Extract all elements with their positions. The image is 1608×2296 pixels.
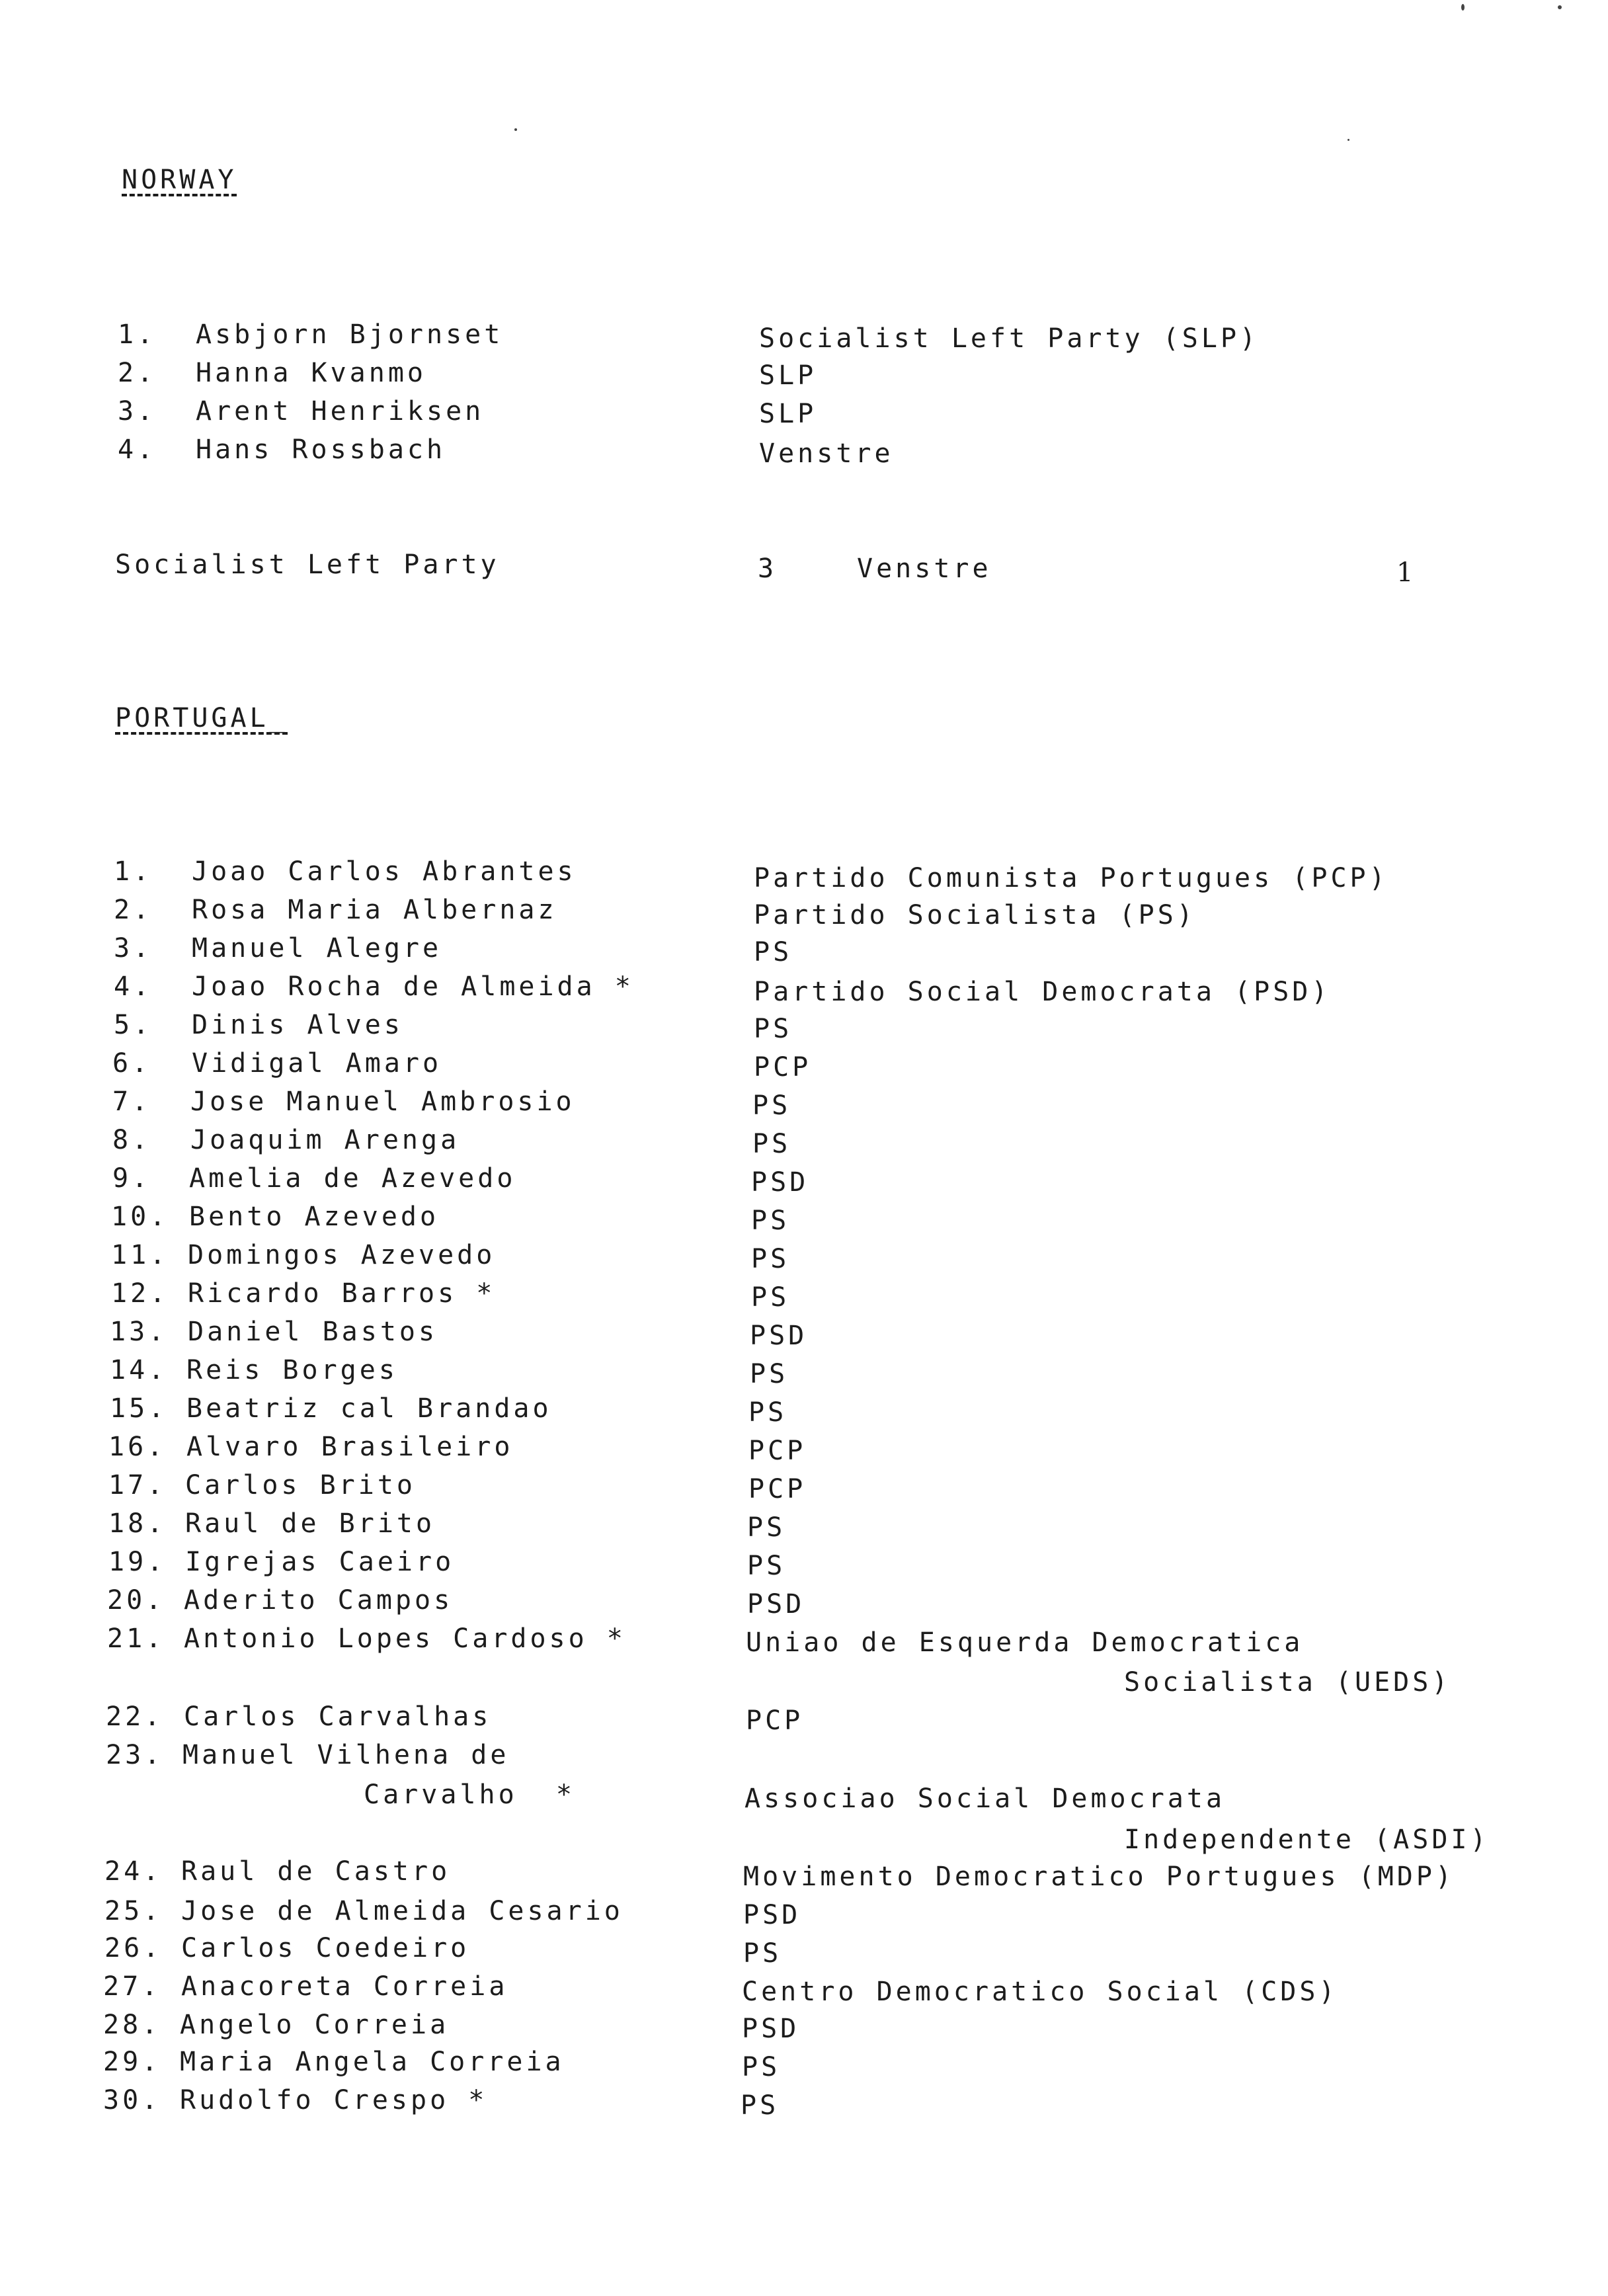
member-name: Joao Rocha de Almeida *: [192, 971, 634, 1002]
member-number: 17.: [108, 1470, 167, 1500]
member-party: PS: [748, 1397, 787, 1428]
member-party: PSD: [747, 1589, 805, 1620]
member-party: PS: [754, 937, 793, 967]
member-number: 4.: [114, 971, 153, 1002]
member-party: PS: [752, 1129, 791, 1159]
member-number: 8.: [112, 1125, 151, 1155]
member-number: 15.: [110, 1393, 168, 1424]
member-name: Rudolfo Crespo *: [180, 2085, 488, 2115]
member-number: 29.: [103, 2047, 161, 2077]
member-name: Maria Angela Correia: [180, 2047, 565, 2077]
member-number: 6.: [112, 1048, 151, 1079]
member-party: Partido Socialista (PS): [754, 900, 1196, 930]
member-number: 1.: [118, 319, 157, 350]
member-name: Daniel Bastos: [188, 1317, 438, 1347]
member-name: Anacoreta Correia: [181, 1971, 508, 2002]
scan-speck: [1558, 5, 1562, 9]
member-name: Arent Henriksen: [196, 396, 485, 427]
member-number: 4.: [118, 434, 157, 465]
member-party: PSD: [742, 2014, 800, 2044]
member-name: Aderito Campos: [184, 1585, 454, 1616]
member-name: Igrejas Caeiro: [185, 1547, 455, 1577]
member-party: PS: [742, 2052, 781, 2082]
member-number: 7.: [112, 1086, 151, 1117]
member-name: Carlos Carvalhas: [184, 1702, 492, 1732]
member-name: Raul de Castro: [181, 1856, 451, 1887]
member-name: Joaquim Arenga: [190, 1125, 460, 1155]
member-party: PS: [750, 1359, 789, 1389]
member-number: 9.: [112, 1163, 151, 1194]
member-name: Manuel Alegre: [192, 933, 442, 964]
member-number: 22.: [106, 1702, 164, 1732]
summary-party-label: Socialist Left Party: [115, 550, 500, 580]
member-number: 27.: [103, 1971, 161, 2002]
member-name: Asbjorn Bjornset: [196, 319, 504, 350]
member-party: PS: [751, 1206, 790, 1236]
section-heading-norway: NORWAY: [122, 165, 237, 195]
member-name: Antonio Lopes Cardoso *: [184, 1623, 626, 1654]
summary-party-label: Venstre: [857, 554, 992, 584]
member-party: Partido Comunista Portugues (PCP): [754, 863, 1388, 893]
member-name: Ricardo Barros *: [188, 1278, 496, 1309]
member-name: Alvaro Brasileiro: [186, 1432, 514, 1462]
member-name: Beatriz cal Brandao: [186, 1393, 552, 1424]
member-name: Amelia de Azevedo: [189, 1163, 516, 1194]
member-name: Bento Azevedo: [189, 1202, 440, 1232]
member-name: Carlos Coedeiro: [181, 1933, 470, 1963]
member-name: Jose de Almeida Cesario: [181, 1896, 623, 1926]
member-name: Dinis Alves: [192, 1010, 403, 1040]
member-party: PCP: [746, 1705, 804, 1736]
member-number: 16.: [108, 1432, 167, 1462]
member-party: Uniao de Esquerda Democratica: [746, 1627, 1304, 1658]
member-number: 24.: [104, 1856, 163, 1887]
member-number: 14.: [110, 1355, 168, 1385]
member-name: Domingos Azevedo: [188, 1240, 496, 1270]
member-party: PS: [741, 2090, 780, 2121]
member-name: Raul de Brito: [185, 1508, 436, 1539]
member-party: PS: [754, 1014, 793, 1044]
member-party: Centro Democratico Social (CDS): [742, 1977, 1338, 2007]
member-name: Rosa Maria Albernaz: [192, 895, 557, 925]
member-party: Associao Social Democrata: [744, 1784, 1226, 1814]
member-number: 23.: [106, 1740, 164, 1770]
member-party: PS: [747, 1551, 786, 1581]
member-number: 20.: [107, 1585, 165, 1616]
member-number: 19.: [108, 1547, 167, 1577]
summary-party-count: 3: [758, 554, 778, 584]
member-number: 3.: [118, 396, 157, 427]
member-party: SLP: [759, 360, 817, 391]
member-party: PS: [752, 1090, 791, 1121]
scan-speck: [514, 128, 517, 131]
member-party: PCP: [754, 1052, 812, 1083]
member-name: Hans Rossbach: [196, 434, 446, 465]
member-party: PSD: [750, 1321, 808, 1351]
member-party: SLP: [759, 399, 817, 429]
member-number: 30.: [103, 2085, 161, 2115]
member-number: 2.: [118, 358, 157, 388]
member-number: 25.: [104, 1896, 163, 1926]
member-name: Manuel Vilhena de: [182, 1740, 510, 1770]
member-number: 12.: [111, 1278, 169, 1309]
member-party: PS: [751, 1244, 790, 1274]
summary-party-count: 1: [1396, 557, 1414, 588]
scan-speck: [1347, 139, 1349, 141]
member-name: Jose Manuel Ambrosio: [190, 1086, 575, 1117]
scan-speck: [1461, 4, 1465, 11]
member-number: 13.: [110, 1317, 168, 1347]
member-name: Joao Carlos Abrantes: [192, 856, 577, 887]
member-party: PS: [751, 1282, 790, 1313]
member-party: PS: [743, 1938, 782, 1969]
member-name: Hanna Kvanmo: [196, 358, 426, 388]
member-name: Carlos Brito: [185, 1470, 416, 1500]
member-party: PCP: [748, 1436, 807, 1466]
member-party: Socialist Left Party (SLP): [759, 323, 1260, 354]
member-party: PS: [747, 1512, 786, 1543]
member-number: 2.: [114, 895, 153, 925]
member-party: Partido Social Democrata (PSD): [754, 977, 1331, 1007]
section-heading-portugal: PORTUGAL_: [115, 703, 288, 733]
member-name: Vidigal Amaro: [192, 1048, 442, 1079]
member-number: 18.: [108, 1508, 167, 1539]
member-number: 3.: [114, 933, 153, 964]
member-number: 21.: [107, 1623, 165, 1654]
member-name-continuation: Carvalho *: [364, 1780, 575, 1810]
member-party: Movimento Democratico Portugues (MDP): [743, 1862, 1455, 1892]
member-number: 10.: [111, 1202, 169, 1232]
member-party-continuation: Socialista (UEDS): [1124, 1667, 1451, 1698]
member-number: 11.: [111, 1240, 169, 1270]
member-number: 5.: [114, 1010, 153, 1040]
member-number: 1.: [114, 856, 153, 887]
member-party: Venstre: [759, 438, 894, 469]
member-name: Reis Borges: [186, 1355, 398, 1385]
member-number: 26.: [104, 1933, 163, 1963]
member-party: PSD: [743, 1900, 801, 1930]
member-number: 28.: [103, 2010, 161, 2040]
member-party-continuation: Independente (ASDI): [1124, 1824, 1490, 1855]
member-name: Angelo Correia: [180, 2010, 450, 2040]
member-party: PSD: [751, 1167, 809, 1198]
member-party: PCP: [748, 1474, 807, 1504]
